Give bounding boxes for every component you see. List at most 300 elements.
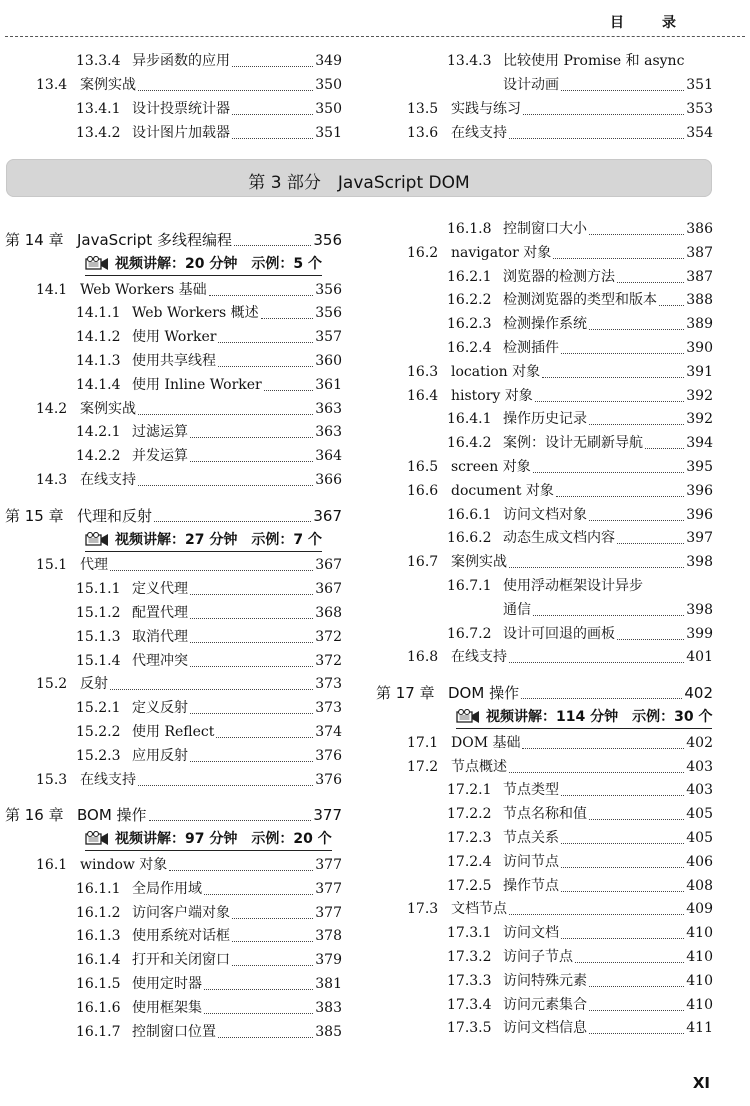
toc-number: 16.2.2 — [447, 292, 492, 309]
toc-title: 设计图片加载器 — [132, 125, 230, 141]
toc-number: 14.2.1 — [76, 424, 121, 441]
toc-number: 13.5 — [407, 101, 439, 117]
toc-page-number: 363 — [315, 424, 342, 441]
toc-title: window 对象 — [80, 857, 168, 873]
part-banner — [6, 159, 712, 197]
toc-leader-dots — [589, 498, 684, 521]
toc-number: 17.3.1 — [447, 925, 492, 942]
toc-number: 第 16 章 — [5, 806, 64, 825]
toc-title: 异步函数的应用 — [132, 53, 230, 69]
toc-title: 代理和反射 — [77, 506, 153, 525]
toc-leader-dots — [617, 260, 684, 283]
toc-title: 并发运算 — [132, 448, 188, 465]
toc-number: 17.2.5 — [447, 877, 492, 894]
toc-title: document 对象 — [451, 482, 554, 499]
video-icon — [456, 709, 480, 723]
toc-number: 16.2.4 — [447, 340, 492, 356]
toc-title: 访问特殊元素 — [503, 972, 587, 989]
toc-number: 15.1.4 — [76, 652, 121, 669]
toc-leader-dots — [561, 773, 684, 796]
toc-page-number: 356 — [313, 231, 342, 249]
toc-title: 使用 Inline Worker — [132, 376, 262, 393]
toc-number: 16.6.1 — [447, 506, 492, 523]
toc-number: 16.4 — [407, 387, 439, 404]
toc-leader-dots — [138, 392, 313, 415]
video-icon — [85, 532, 109, 546]
toc-number: 13.4.2 — [76, 125, 121, 141]
toc-page-number: 403 — [686, 782, 713, 799]
video-icon — [85, 831, 109, 845]
toc-page-number: 410 — [686, 972, 713, 989]
toc-leader-dots — [110, 667, 313, 690]
toc-page-number: 372 — [315, 652, 342, 669]
video-info-text: 视频讲解：20 分钟 示例：5 个 — [115, 255, 322, 272]
toc-leader-dots — [190, 415, 313, 438]
toc-number: 17.3.2 — [447, 949, 492, 965]
toc-title: 检测插件 — [503, 340, 559, 356]
toc-leader-dots — [575, 940, 684, 963]
toc-leader-dots — [509, 892, 684, 915]
toc-leader-dots — [232, 44, 313, 67]
toc-number: 14.1.3 — [76, 353, 121, 369]
toc-page-number: 392 — [686, 387, 713, 404]
toc-title: 定义代理 — [132, 581, 188, 598]
toc-number: 13.4.3 — [447, 53, 492, 69]
toc-leader-dots — [523, 92, 684, 115]
toc-number: 13.3.4 — [76, 53, 121, 69]
toc-leader-dots — [522, 726, 684, 749]
toc-title: 使用定时器 — [132, 976, 202, 992]
toc-title: 设计可回退的画板 — [503, 625, 615, 642]
toc-leader-dots — [190, 739, 313, 762]
toc-number: 14.1.4 — [76, 376, 121, 393]
toc-number: 16.1.6 — [76, 999, 121, 1016]
toc-title: 节点概述 — [451, 758, 507, 775]
toc-title: BOM 操作 — [77, 806, 147, 825]
toc-page-number: 385 — [315, 1023, 342, 1040]
toc-title: 打开和关闭窗口 — [132, 952, 230, 969]
toc-title: 比较使用 Promise 和 async — [503, 53, 685, 69]
toc-section-row[interactable] — [407, 122, 713, 144]
video-info-text: 视频讲解：114 分钟 示例：30 个 — [486, 709, 713, 725]
toc-leader-dots — [561, 331, 684, 354]
toc-leader-dots — [617, 521, 684, 544]
toc-page-number: 357 — [315, 329, 342, 346]
toc-leader-dots — [138, 68, 313, 91]
toc-page-number: 387 — [686, 268, 713, 285]
toc-title: 动态生成文档内容 — [503, 530, 615, 547]
toc-number: 17.2 — [407, 758, 439, 775]
toc-page-number: 397 — [686, 530, 713, 547]
toc-number: 17.2.2 — [447, 806, 492, 823]
toc-leader-dots — [149, 798, 312, 821]
header-divider — [5, 36, 745, 37]
toc-page-number: 374 — [315, 724, 342, 740]
toc-leader-dots — [533, 593, 684, 616]
toc-title: 控制窗口位置 — [132, 1023, 216, 1040]
toc-page-number: 406 — [686, 853, 713, 870]
toc-title: 使用浮动框架设计异步 — [503, 578, 643, 594]
toc-number: 16.4.1 — [447, 411, 492, 428]
toc-title: 案例实战 — [80, 77, 136, 93]
toc-leader-dots — [589, 402, 684, 425]
toc-number: 16.4.2 — [447, 435, 492, 452]
toc-page-number: 361 — [315, 376, 342, 393]
toc-number: 15.1 — [36, 557, 68, 574]
toc-page-number: 389 — [686, 316, 713, 333]
toc-number: 16.7 — [407, 554, 439, 571]
toc-subsection-row[interactable] — [76, 122, 342, 144]
toc-title: 使用 Worker — [132, 329, 217, 346]
toc-number: 15.2.1 — [76, 700, 121, 717]
toc-page-number: 368 — [315, 605, 342, 621]
toc-page-number: 410 — [686, 996, 713, 1013]
toc-leader-dots — [232, 92, 313, 115]
toc-number: 17.2.3 — [447, 830, 492, 846]
toc-title: 在线支持 — [451, 649, 507, 666]
toc-page-number: 353 — [686, 101, 713, 117]
toc-page-number: 367 — [315, 581, 342, 598]
toc-page-number: 405 — [686, 806, 713, 823]
toc-title: 访问文档对象 — [503, 506, 587, 523]
toc-leader-dots — [561, 869, 684, 892]
toc-page-number: 351 — [686, 77, 713, 93]
toc-page-number: 376 — [315, 747, 342, 764]
toc-leader-dots — [264, 368, 314, 391]
toc-chapter-row[interactable] — [5, 229, 342, 251]
toc-number: 16.2 — [407, 244, 439, 261]
toc-page-number: 402 — [686, 734, 713, 751]
toc-number: 16.1.1 — [76, 880, 121, 897]
toc-title: DOM 基础 — [451, 734, 521, 751]
toc-number: 16.3 — [407, 363, 439, 380]
toc-title: 文档节点 — [451, 901, 507, 918]
toc-leader-dots — [154, 499, 311, 522]
toc-number: 16.7.1 — [447, 578, 492, 594]
toc-title: 访问子节点 — [503, 949, 573, 965]
toc-number: 16.1.4 — [76, 952, 121, 969]
video-info-text: 视频讲解：97 分钟 示例：20 个 — [115, 831, 332, 848]
toc-title: 使用框架集 — [132, 999, 202, 1016]
toc-page-number: 398 — [686, 554, 713, 571]
toc-number: 15.1.3 — [76, 628, 121, 645]
toc-title: 检测操作系统 — [503, 316, 587, 333]
toc-leader-dots — [110, 548, 313, 571]
toc-page-number: 367 — [313, 506, 342, 525]
toc-leader-dots — [138, 763, 313, 786]
toc-number: 17.3 — [407, 901, 439, 918]
toc-leader-dots — [204, 967, 313, 990]
toc-number: 第 17 章 — [376, 684, 435, 703]
video-icon — [85, 256, 109, 270]
toc-title: 访问文档 — [503, 925, 559, 942]
toc-title: Web Workers 概述 — [132, 305, 259, 322]
toc-number: 16.5 — [407, 459, 439, 475]
toc-page-number: 411 — [686, 1020, 713, 1037]
toc-title: 在线支持 — [80, 771, 136, 788]
toc-title: 全局作用域 — [132, 880, 202, 897]
toc-page-number: 395 — [686, 459, 713, 475]
toc-number: 16.1.7 — [76, 1023, 121, 1040]
toc-page-number: 363 — [315, 400, 342, 417]
toc-title: 设计投票统计器 — [132, 101, 230, 117]
page-number: XI — [692, 1074, 710, 1092]
toc-title: history 对象 — [451, 387, 533, 404]
toc-number: 15.1.2 — [76, 605, 121, 621]
toc-title: 代理 — [80, 557, 108, 574]
toc-page-number: 401 — [686, 649, 713, 666]
toc-title: 设计动画 — [503, 77, 559, 93]
toc-leader-dots — [589, 964, 684, 987]
toc-number: 17.1 — [407, 734, 439, 751]
toc-title: 浏览器的检测方法 — [503, 268, 615, 285]
toc-leader-dots — [617, 617, 684, 640]
toc-page-number: 349 — [315, 53, 342, 69]
toc-leader-dots — [218, 320, 313, 343]
toc-page-number: 373 — [315, 700, 342, 717]
toc-page-number: 396 — [686, 506, 713, 523]
toc-section-row[interactable] — [407, 551, 713, 573]
toc-number: 16.1.2 — [76, 904, 121, 921]
toc-chapter-row[interactable] — [5, 804, 342, 826]
toc-page-number: 394 — [686, 435, 713, 452]
toc-title: 检测浏览器的类型和版本 — [503, 292, 657, 309]
toc-page-number: 351 — [315, 125, 342, 141]
toc-title: 案例：设计无刷新导航 — [503, 435, 643, 452]
toc-number: 17.3.4 — [447, 996, 492, 1013]
toc-title: 应用反射 — [132, 747, 188, 764]
toc-number: 17.2.1 — [447, 782, 492, 799]
toc-leader-dots — [218, 344, 313, 367]
toc-title: 控制窗口大小 — [503, 221, 587, 237]
toc-page-number: 373 — [315, 676, 342, 693]
toc-title: 代理冲突 — [132, 652, 188, 669]
toc-leader-dots — [216, 715, 313, 738]
toc-title: 访问元素集合 — [503, 996, 587, 1013]
toc-page-number: 376 — [315, 771, 342, 788]
toc-leader-dots — [556, 474, 684, 497]
toc-leader-dots — [190, 596, 313, 619]
toc-leader-dots — [190, 620, 313, 643]
toc-title: 取消代理 — [132, 628, 188, 645]
toc-number: 14.2 — [36, 400, 68, 417]
toc-number: 16.1 — [36, 857, 68, 873]
toc-number: 14.1.1 — [76, 305, 121, 322]
toc-number: 14.1.2 — [76, 329, 121, 346]
toc-page-number: 379 — [315, 952, 342, 969]
toc-number: 17.3.3 — [447, 972, 492, 989]
toc-section-row[interactable] — [36, 469, 342, 491]
toc-page-number: 396 — [686, 482, 713, 499]
toc-leader-dots — [561, 845, 684, 868]
toc-title: navigator 对象 — [451, 244, 552, 261]
toc-page-number: 377 — [315, 880, 342, 897]
toc-leader-dots — [509, 545, 684, 568]
toc-title: JavaScript 多线程编程 — [77, 231, 232, 249]
toc-page-number: 367 — [315, 557, 342, 574]
toc-chapter-row[interactable] — [376, 682, 713, 704]
toc-title: 访问文档信息 — [503, 1020, 587, 1037]
toc-number: 15.2.3 — [76, 747, 121, 764]
toc-title: 节点类型 — [503, 782, 559, 799]
toc-number: 15.3 — [36, 771, 68, 788]
toc-number: 17.3.5 — [447, 1020, 492, 1037]
toc-leader-dots — [204, 991, 313, 1014]
part-title: 第 3 部分 JavaScript DOM — [248, 173, 470, 193]
toc-page-number: 387 — [686, 244, 713, 261]
toc-title: location 对象 — [451, 363, 541, 380]
toc-title: 操作节点 — [503, 877, 559, 894]
toc-number: 16.2.3 — [447, 316, 492, 333]
toc-title: 反射 — [80, 676, 108, 693]
toc-leader-dots — [261, 296, 314, 319]
toc-number: 16.6.2 — [447, 530, 492, 547]
toc-title: Web Workers 基础 — [80, 281, 207, 298]
header-title: 目录 — [610, 15, 714, 31]
toc-chapter-row[interactable] — [5, 505, 342, 527]
toc-leader-dots — [521, 676, 682, 699]
toc-leader-dots — [234, 223, 311, 246]
toc-title: 实践与练习 — [451, 101, 521, 117]
toc-page-number: 409 — [686, 901, 713, 918]
toc-leader-dots — [589, 988, 684, 1011]
toc-title: 在线支持 — [80, 472, 136, 488]
toc-leader-dots — [535, 379, 684, 402]
toc-title: 定义反射 — [132, 700, 188, 717]
toc-number: 第 14 章 — [5, 231, 64, 249]
toc-leader-dots — [232, 116, 313, 139]
toc-page-number: 408 — [686, 877, 713, 894]
toc-title: 通信 — [503, 601, 531, 618]
toc-title: 节点名称和值 — [503, 806, 587, 823]
toc-page-number: 372 — [315, 628, 342, 645]
toc-page-number: 377 — [315, 904, 342, 921]
toc-title: 过滤运算 — [132, 424, 188, 441]
toc-leader-dots — [589, 1011, 684, 1034]
toc-page-number: 391 — [686, 363, 713, 380]
toc-number: 13.6 — [407, 125, 439, 141]
toc-title: 配置代理 — [132, 605, 188, 621]
toc-number: 16.6 — [407, 482, 439, 499]
toc-page-number: 377 — [313, 806, 342, 825]
toc-page-number: 350 — [315, 77, 342, 93]
toc-leader-dots — [589, 797, 684, 820]
toc-title: 使用系统对话框 — [132, 928, 230, 945]
toc-number: 13.4.1 — [76, 101, 121, 117]
toc-leader-dots — [553, 236, 684, 259]
toc-page-number: 356 — [315, 305, 342, 322]
toc-title: 在线支持 — [451, 125, 507, 141]
toc-subsection-row[interactable] — [447, 1017, 713, 1039]
toc-page-number: 350 — [315, 101, 342, 117]
toc-leader-dots — [645, 426, 684, 449]
toc-number: 16.2.1 — [447, 268, 492, 285]
toc-page-number: 402 — [684, 684, 713, 703]
toc-page-number: 392 — [686, 411, 713, 428]
toc-number: 15.1.1 — [76, 581, 121, 598]
toc-page-number: 354 — [686, 125, 713, 141]
toc-number: 14.2.2 — [76, 448, 121, 465]
toc-leader-dots — [232, 896, 313, 919]
toc-leader-dots — [589, 307, 684, 330]
toc-page-number: 377 — [315, 857, 342, 873]
toc-section-row[interactable] — [36, 769, 342, 791]
toc-number: 17.2.4 — [447, 853, 492, 870]
toc-page-number: 383 — [315, 999, 342, 1016]
toc-page-number: 360 — [315, 353, 342, 369]
toc-leader-dots — [589, 212, 684, 235]
toc-leader-dots — [561, 916, 684, 939]
video-info-text: 视频讲解：27 分钟 示例：7 个 — [115, 531, 322, 548]
toc-page-number: 410 — [686, 925, 713, 942]
toc-page-number: 390 — [686, 340, 713, 356]
toc-leader-dots — [509, 116, 684, 139]
toc-page-number: 398 — [686, 601, 713, 618]
toc-leader-dots — [204, 872, 313, 895]
toc-title: 使用共享线程 — [132, 353, 216, 369]
toc-leader-dots — [509, 750, 684, 773]
toc-title: 使用 Reflect — [132, 724, 215, 740]
toc-title: 操作历史记录 — [503, 411, 587, 428]
toc-page-number: 403 — [686, 758, 713, 775]
toc-page-number: 366 — [315, 472, 342, 488]
toc-number: 14.1 — [36, 281, 68, 298]
toc-number: 15.2 — [36, 676, 68, 693]
toc-page-number: 356 — [315, 281, 342, 298]
toc-leader-dots — [542, 355, 684, 378]
toc-title: screen 对象 — [451, 459, 531, 475]
toc-page-number: 405 — [686, 830, 713, 846]
toc-leader-dots — [659, 283, 684, 306]
toc-leader-dots — [190, 644, 313, 667]
toc-page-number: 364 — [315, 448, 342, 465]
toc-page-number: 399 — [686, 625, 713, 642]
toc-leader-dots — [209, 273, 314, 296]
toc-page-number: 388 — [686, 292, 713, 309]
page-header — [0, 0, 750, 37]
toc-title: 节点关系 — [503, 830, 559, 846]
toc-leader-dots — [190, 691, 313, 714]
toc-leader-dots — [190, 572, 313, 595]
toc-leader-dots — [533, 450, 685, 473]
toc-number: 14.3 — [36, 472, 68, 488]
toc-leader-dots — [561, 821, 684, 844]
toc-number: 13.4 — [36, 77, 68, 93]
toc-number: 15.2.2 — [76, 724, 121, 740]
toc-title: DOM 操作 — [448, 684, 520, 703]
toc-page-number: 410 — [686, 949, 713, 965]
toc-section-row[interactable] — [407, 646, 713, 668]
toc-page-number: 381 — [315, 976, 342, 992]
toc-title: 访问客户端对象 — [132, 904, 230, 921]
toc-leader-dots — [232, 919, 313, 942]
toc-leader-dots — [561, 68, 684, 91]
toc-number: 16.1.8 — [447, 221, 492, 237]
toc-page-number: 378 — [315, 928, 342, 945]
toc-title: 案例实战 — [80, 400, 136, 417]
toc-page-number: 386 — [686, 221, 713, 237]
toc-number: 第 15 章 — [5, 506, 64, 525]
toc-leader-dots — [138, 463, 313, 486]
toc-leader-dots — [190, 439, 313, 462]
toc-leader-dots — [232, 943, 313, 966]
toc-leader-dots — [169, 848, 313, 871]
toc-title: 案例实战 — [451, 554, 507, 571]
toc-number: 16.1.5 — [76, 976, 121, 992]
toc-number: 16.7.2 — [447, 625, 492, 642]
toc-subsection-row[interactable] — [76, 1021, 342, 1043]
toc-number: 16.1.3 — [76, 928, 121, 945]
